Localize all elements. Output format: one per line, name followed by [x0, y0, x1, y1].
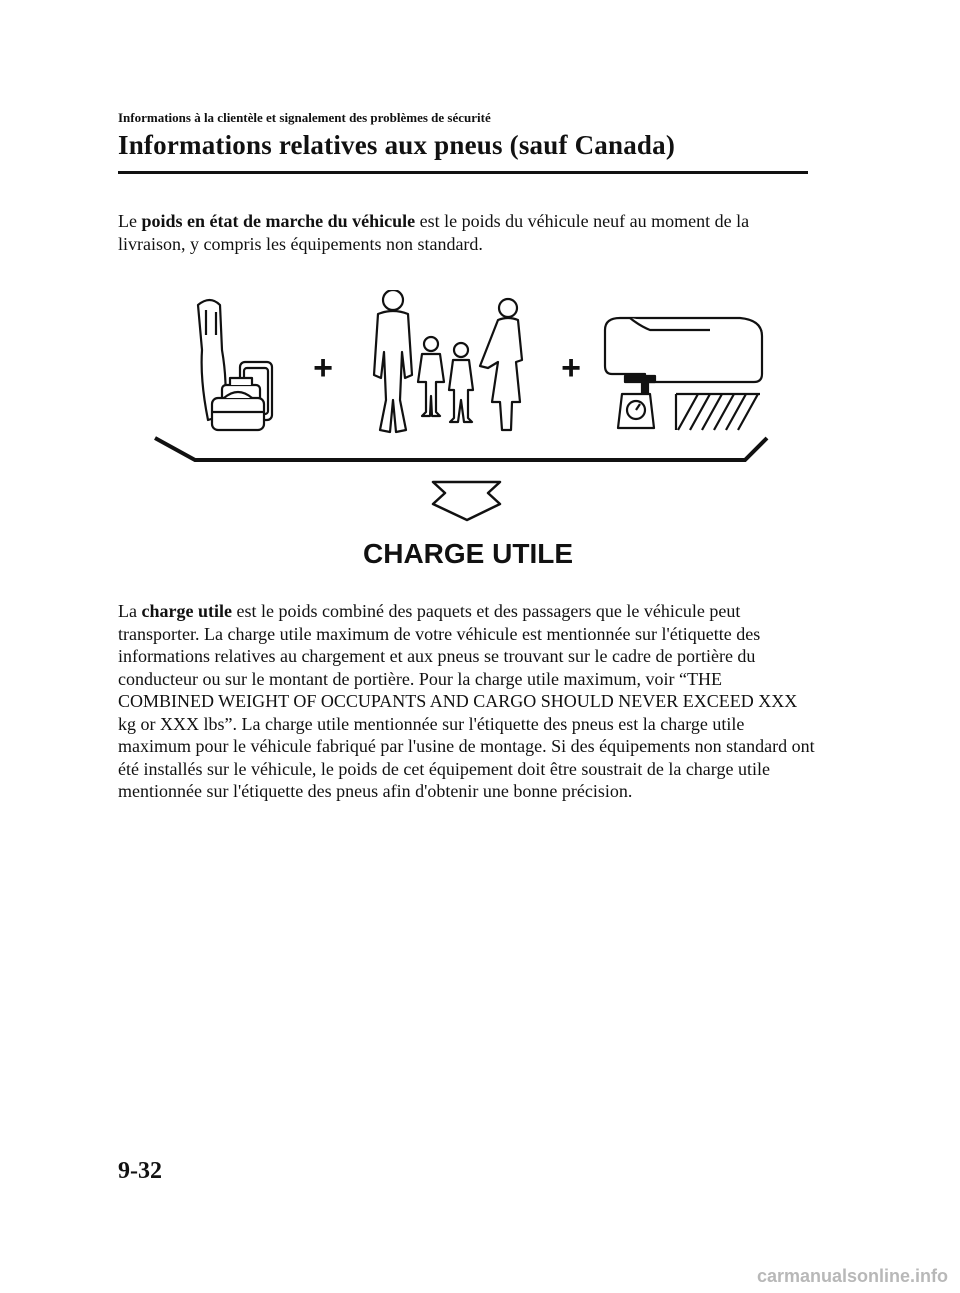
para2-text: est le poids combiné des paquets et des passagers que le véhicule peut transporter. La charge utile maximum de votre véhicule est mentionnée sur l'étiquette des informations relatives au chargement et aux pneus se trouvant sur le cadre de portière du conducteur ou sur le montant de portière. Pour la charge utile maximum, voir “THE COMBINED WEIGHT OF OCCUPANTS AND CARGO SHOULD NEVER EXCEED XXX kg or XXX lbs”. La charge utile mentionnée sur l'étiquette des pneus est la charge utile maximum pour le véhicule fabriqué par l'usine de montage. Si des équipements non standard ont été installés sur le véhicule, le poids de cet équipement doit être soustrait de la charge utile mentionnée sur l'étiquette des pneus afin d'obtenir une bonne précision.	[118, 601, 815, 801]
payload-caption: CHARGE UTILE	[363, 538, 573, 569]
title-divider	[118, 171, 808, 174]
luggage-icon	[198, 300, 272, 430]
plus-sign-1: +	[313, 349, 333, 387]
para2-prefix: La	[118, 601, 142, 621]
page-title: Informations relatives aux pneus (sauf Canada)	[118, 130, 676, 160]
para1-text: est le poids du véhicule neuf au moment de la livraison, y compris les équipements non standard.	[118, 211, 750, 254]
curb-weight-paragraph	[118, 210, 818, 255]
para1-term: poids en état de marche du véhicule	[141, 211, 416, 231]
cargo-capacity-illustration	[150, 290, 790, 530]
para2-term: charge utile	[141, 601, 232, 621]
bracket-brace	[155, 438, 767, 460]
plus-sign-2: +	[561, 349, 581, 387]
para1-prefix: Le	[118, 211, 142, 231]
payload-paragraph	[118, 600, 818, 803]
down-arrow-icon	[433, 482, 500, 520]
watermark-text: carmanualsonline.info	[756, 1266, 948, 1286]
passengers-icon	[374, 290, 522, 432]
page-number: 9-32	[118, 1158, 162, 1184]
section-label: Informations à la clientèle et signalement des problèmes de sécurité	[118, 110, 491, 125]
vehicle-on-scale-icon	[605, 318, 762, 430]
